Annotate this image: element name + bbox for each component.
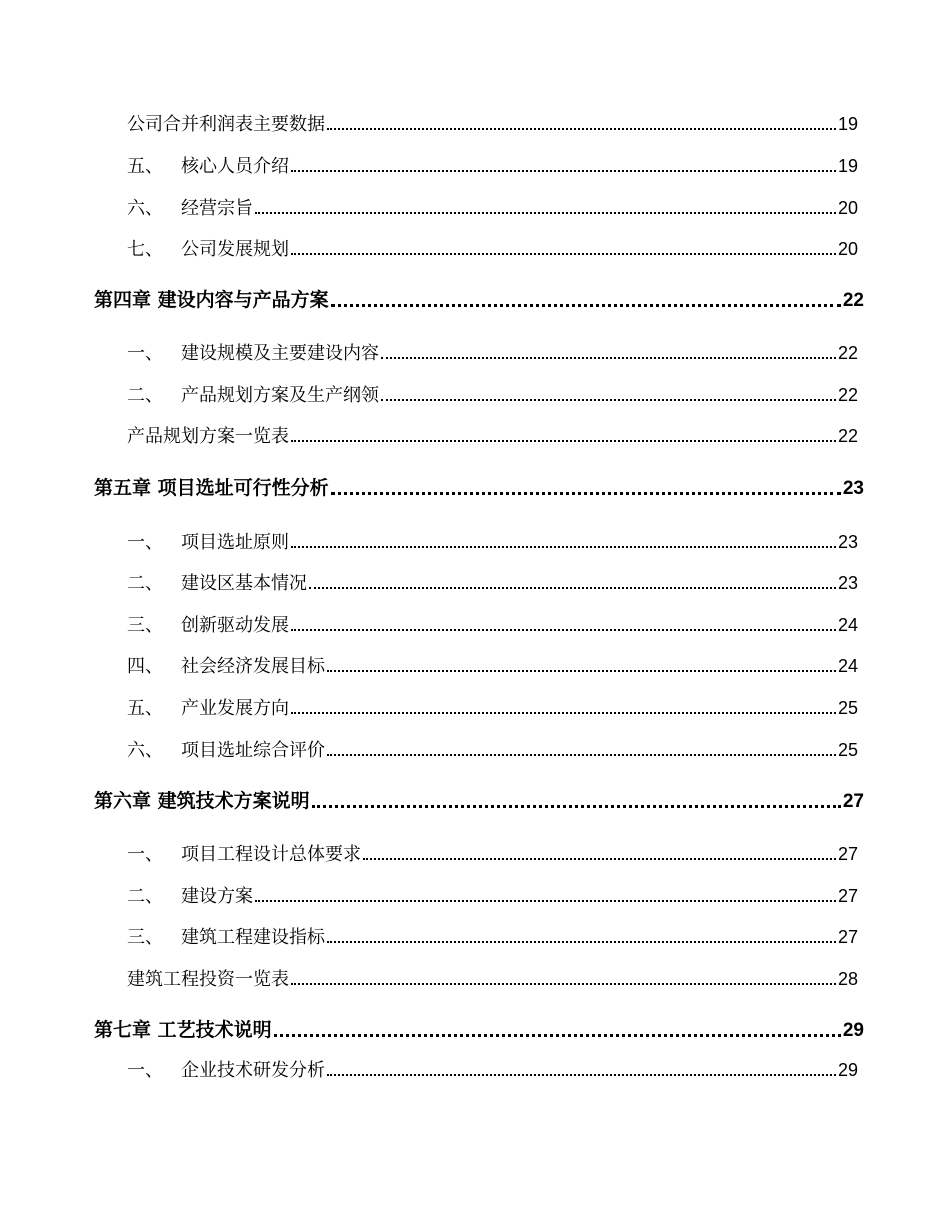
toc-entry[interactable] xyxy=(127,529,858,555)
toc-entry-title: 经营宗旨 xyxy=(181,198,253,219)
toc-entry-number: 七、 xyxy=(127,239,163,260)
toc-entry-title: 公司合并利润表主要数据 xyxy=(127,114,325,135)
toc-entry[interactable] xyxy=(127,653,858,679)
toc-entry-title: 产品规划方案一览表 xyxy=(127,426,289,447)
toc-entry-title: 项目工程设计总体要求 xyxy=(181,844,361,865)
toc-entry-title: 建筑工程投资一览表 xyxy=(127,969,289,990)
toc-entry[interactable] xyxy=(127,841,858,867)
toc-entry-title: 建筑工程建设指标 xyxy=(181,927,325,948)
dot-leader xyxy=(327,1057,836,1083)
toc-chapter[interactable] xyxy=(94,474,864,502)
dot-leader xyxy=(255,883,836,909)
dot-leader xyxy=(291,612,836,638)
toc-entry-number: 一、 xyxy=(127,532,163,553)
toc-entry-page: 22 xyxy=(837,385,858,405)
toc-entry-number: 三、 xyxy=(127,927,163,948)
toc-chapter-page: 27 xyxy=(842,791,864,812)
toc-chapter-title: 第四章 建设内容与产品方案 xyxy=(94,289,329,311)
dot-leader xyxy=(331,474,841,502)
dot-leader xyxy=(381,382,836,408)
toc-entry-page: 27 xyxy=(837,927,858,947)
dot-leader xyxy=(291,236,836,262)
toc-entry[interactable] xyxy=(127,423,858,449)
toc-entry-number: 六、 xyxy=(127,740,163,761)
toc-chapter[interactable] xyxy=(94,1016,864,1044)
dot-leader xyxy=(327,653,836,679)
toc-entry[interactable] xyxy=(127,737,858,763)
toc-entry-page: 22 xyxy=(837,343,858,363)
toc-entry-number: 五、 xyxy=(127,698,163,719)
toc-chapter-title: 第七章 工艺技术说明 xyxy=(94,1019,272,1041)
toc-entry-number: 三、 xyxy=(127,615,163,636)
toc-entry[interactable] xyxy=(127,612,858,638)
toc-entry-number: 六、 xyxy=(127,198,163,219)
toc-entry-title: 项目选址综合评价 xyxy=(181,740,325,761)
dot-leader xyxy=(327,737,836,763)
toc-entry-title: 核心人员介绍 xyxy=(181,156,289,177)
dot-leader xyxy=(291,966,836,992)
toc-entry[interactable] xyxy=(127,236,858,262)
toc-entry-page: 24 xyxy=(837,656,858,676)
toc-entry-page: 23 xyxy=(837,573,858,593)
toc-entry-page: 24 xyxy=(837,615,858,635)
toc-entry[interactable] xyxy=(127,924,858,950)
toc-entry-title: 产业发展方向 xyxy=(181,698,289,719)
toc-entry-title: 产品规划方案及生产纲领 xyxy=(181,385,379,406)
toc-entry-page: 23 xyxy=(837,532,858,552)
toc-entry-number: 一、 xyxy=(127,343,163,364)
toc-entry-title: 建设区基本情况 xyxy=(181,573,307,594)
toc-entry-title: 公司发展规划 xyxy=(181,239,289,260)
toc-entry[interactable] xyxy=(127,111,858,137)
toc-entry-title: 建设规模及主要建设内容 xyxy=(181,343,379,364)
toc-chapter-page: 22 xyxy=(842,290,864,311)
dot-leader xyxy=(291,423,836,449)
toc-entry[interactable] xyxy=(127,195,858,221)
dot-leader xyxy=(331,286,841,314)
toc-entry-page: 22 xyxy=(837,426,858,446)
toc-entry[interactable] xyxy=(127,883,858,909)
toc-entry[interactable] xyxy=(127,1057,858,1083)
toc-entry-title: 社会经济发展目标 xyxy=(181,656,325,677)
toc-entry-title: 创新驱动发展 xyxy=(181,615,289,636)
toc-entry-page: 25 xyxy=(837,698,858,718)
toc-chapter-title: 第六章 建筑技术方案说明 xyxy=(94,790,310,812)
dot-leader xyxy=(291,529,836,555)
toc-entry-page: 29 xyxy=(837,1060,858,1080)
dot-leader xyxy=(363,841,836,867)
toc-entry-number: 二、 xyxy=(127,385,163,406)
dot-leader xyxy=(255,195,836,221)
toc-entry-page: 25 xyxy=(837,740,858,760)
toc-entry-number: 五、 xyxy=(127,156,163,177)
toc-entry-number: 二、 xyxy=(127,886,163,907)
toc-entry-page: 20 xyxy=(837,198,858,218)
toc-entry-page: 20 xyxy=(837,239,858,259)
toc-entry[interactable] xyxy=(127,153,858,179)
dot-leader xyxy=(291,695,836,721)
dot-leader xyxy=(274,1016,841,1044)
toc-entry-page: 19 xyxy=(837,156,858,176)
toc-entry-number: 一、 xyxy=(127,1060,163,1081)
toc-entry-title: 企业技术研发分析 xyxy=(181,1060,325,1081)
toc-chapter-page: 23 xyxy=(842,478,864,499)
toc-entry-number: 二、 xyxy=(127,573,163,594)
toc-chapter[interactable] xyxy=(94,286,864,314)
dot-leader xyxy=(309,570,836,596)
toc-chapter[interactable] xyxy=(94,787,864,815)
toc-chapter-title: 第五章 项目选址可行性分析 xyxy=(94,477,329,499)
toc-entry[interactable] xyxy=(127,695,858,721)
dot-leader xyxy=(327,111,836,137)
toc-entry-page: 27 xyxy=(837,844,858,864)
toc-entry-number: 四、 xyxy=(127,656,163,677)
toc-entry-title: 建设方案 xyxy=(181,886,253,907)
toc-entry-page: 19 xyxy=(837,114,858,134)
toc-entry[interactable] xyxy=(127,382,858,408)
toc-entry-number: 一、 xyxy=(127,844,163,865)
toc-entry-page: 28 xyxy=(837,969,858,989)
toc-entry-title: 项目选址原则 xyxy=(181,532,289,553)
toc-entry[interactable] xyxy=(127,570,858,596)
dot-leader xyxy=(312,787,841,815)
toc-chapter-page: 29 xyxy=(842,1020,864,1041)
toc-entry[interactable] xyxy=(127,966,858,992)
toc-entry[interactable] xyxy=(127,340,858,366)
dot-leader xyxy=(291,153,836,179)
dot-leader xyxy=(327,924,836,950)
dot-leader xyxy=(381,340,836,366)
toc-entry-page: 27 xyxy=(837,886,858,906)
